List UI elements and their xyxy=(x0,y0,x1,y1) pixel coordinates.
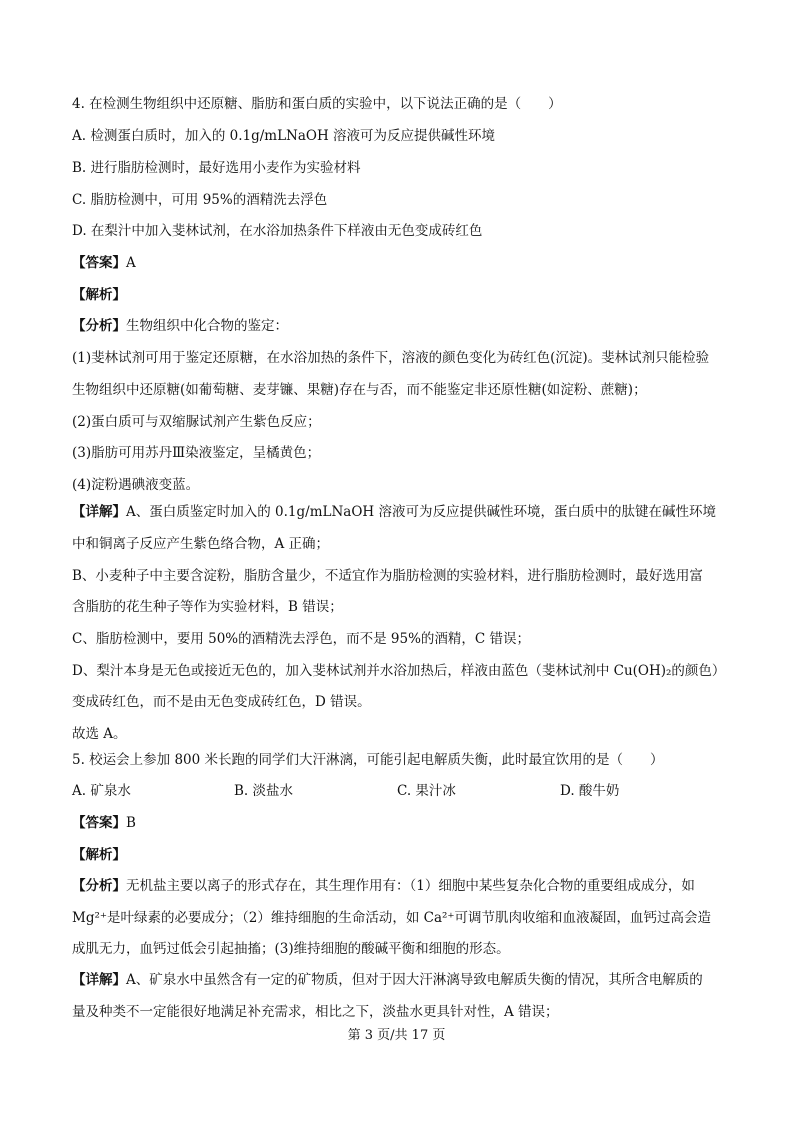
q4-detail-line-3: B、小麦种子中主要含淀粉，脂肪含量少，不适宜作为脂肪检测的实验材料，进行脂肪检测时，最好选用富 xyxy=(72,568,703,584)
q5-fenxi-line-3: 成肌无力，血钙过低会引起抽搐；(3)维持细胞的酸碱平衡和细胞的形态。 xyxy=(72,941,510,957)
q5-answer-value: B xyxy=(126,815,136,831)
q5-answer xyxy=(72,814,136,832)
q4-detail-line-4: 含脂肪的花生种子等作为实验材料，B 错误； xyxy=(72,599,343,615)
q5-analysis-label: 【解析】 xyxy=(72,847,126,863)
q4-detail-line-8: 故选 A。 xyxy=(72,726,127,742)
q5-detail-label: 【详解】 xyxy=(72,972,126,988)
q5-detail-line-2: 量及种类不一定能很好地满足补充需求，相比之下，淡盐水更具针对性，A 错误； xyxy=(72,1004,559,1020)
q5-detail-line-1: 【详解】A、矿泉水中虽然含有一定的矿物质，但对于因大汗淋漓导致电解质失衡的情况，其所含电解质的 xyxy=(72,972,703,988)
q4-option-a: A. 检测蛋白质时，加入的 0.1g/mLNaOH 溶液可为反应提供碱性环境 xyxy=(72,128,496,144)
q5-option-a: A. 矿泉水 xyxy=(72,783,131,799)
q4-detail-line-6: D、梨汁本身是无色或接近无色的，加入斐林试剂并水浴加热后，样液由蓝色（斐林试剂中 Cu(OH)₂的颜色） xyxy=(72,663,726,679)
q4-fenxi-line-4: (2)蛋白质可与双缩脲试剂产生紫色反应； xyxy=(72,414,321,430)
q5-option-c: C. 果汁冰 xyxy=(397,783,456,799)
q5-fenxi-line-1: 【分析】无机盐主要以离子的形式存在，其生理作用有：（1）细胞中某些复杂化合物的重要组成成分，如 xyxy=(72,878,695,894)
q4-detail-line-1: 【详解】A、蛋白质鉴定时加入的 0.1g/mLNaOH 溶液可为反应提供碱性环境，蛋白质中的肽键在碱性环境 xyxy=(72,504,716,520)
q4-fenxi-label: 【分析】 xyxy=(72,318,126,334)
q4-answer-label: 【答案】 xyxy=(72,255,126,271)
q4-fenxi-line-6: (4)淀粉遇碘液变蓝。 xyxy=(72,477,200,493)
q4-analysis-label: 【解析】 xyxy=(72,287,126,303)
q4-detail-line-7: 变成砖红色，而不是由无色变成砖红色，D 错误。 xyxy=(72,694,371,710)
q5-fenxi-line-2: Mg²⁺是叶绿素的必要成分；（2）维持细胞的生命活动，如 Ca²⁺可调节肌肉收缩和血液凝固，血钙过高会造 xyxy=(72,910,712,926)
q4-option-d: D. 在梨汁中加入斐林试剂，在水浴加热条件下样液由无色变成砖红色 xyxy=(72,223,483,239)
q4-answer-value: A xyxy=(126,255,136,271)
q5-options xyxy=(72,782,712,800)
q5-fenxi-label: 【分析】 xyxy=(72,878,126,894)
q4-answer xyxy=(72,254,136,272)
q5-option-b: B. 淡盐水 xyxy=(234,783,294,799)
q5-option-d: D. 酸牛奶 xyxy=(560,783,620,799)
q4-stem: 4. 在检测生物组织中还原糖、脂肪和蛋白质的实验中，以下说法正确的是（ ） xyxy=(72,96,562,112)
q4-fenxi-line-2: (1)斐林试剂可用于鉴定还原糖，在水浴加热的条件下，溶液的颜色变化为砖红色(沉淀)。斐林试剂只能检验 xyxy=(72,350,710,366)
q4-fenxi-line-1: 【分析】生物组织中化合物的鉴定： xyxy=(72,318,288,334)
q5-answer-label: 【答案】 xyxy=(72,815,126,831)
page-footer: 第 3 页/共 17 页 xyxy=(347,1028,446,1043)
q4-detail-line-5: C、脂肪检测中，要用 50%的酒精洗去浮色，而不是 95%的酒精，C 错误； xyxy=(72,631,531,647)
q4-option-c: C. 脂肪检测中，可用 95%的酒精洗去浮色 xyxy=(72,192,328,208)
q4-option-b: B. 进行脂肪检测时，最好选用小麦作为实验材料 xyxy=(72,160,361,176)
q4-fenxi-line-3: 生物组织中还原糖(如葡萄糖、麦芽镰、果糖)存在与否，而不能鉴定非还原性糖(如淀粉、蔗糖)； xyxy=(72,382,647,398)
q5-stem: 5. 校运会上参加 800 米长跑的同学们大汗淋漓，可能引起电解质失衡，此时最宜饮用的是（ ） xyxy=(72,752,664,768)
q4-fenxi-line-5: (3)脂肪可用苏丹Ⅲ染液鉴定，呈橘黄色； xyxy=(72,445,321,461)
q4-detail-label: 【详解】 xyxy=(72,504,126,520)
q4-detail-line-2: 中和铜离子反应产生紫色络合物，A 正确； xyxy=(72,536,330,552)
